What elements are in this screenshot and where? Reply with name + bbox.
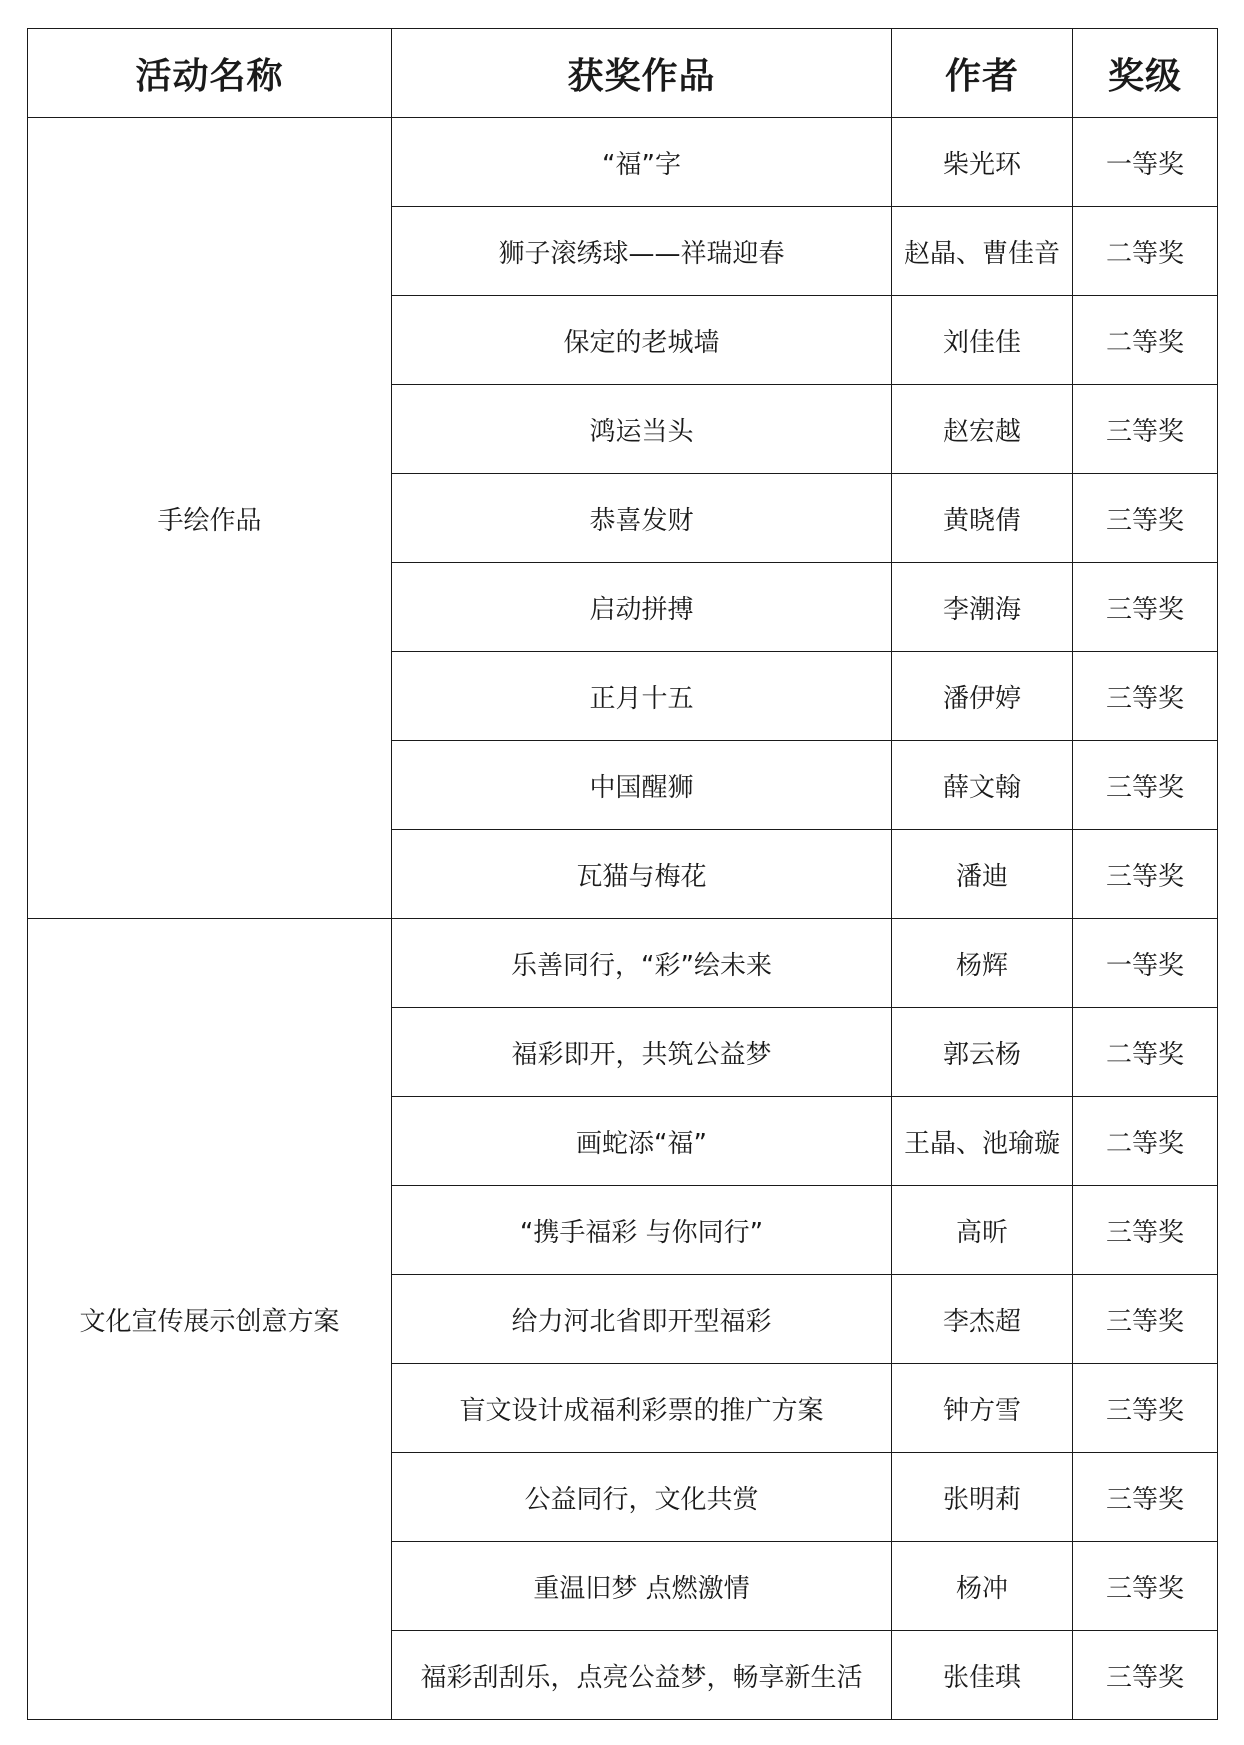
work-cell: 恭喜发财 [392, 474, 892, 563]
award-cell: 三等奖 [1073, 1542, 1218, 1631]
work-cell: 瓦猫与梅花 [392, 830, 892, 919]
award-cell: 一等奖 [1073, 919, 1218, 1008]
table-row [28, 118, 1218, 207]
author-cell: 王晶、池瑜璇 [892, 1097, 1073, 1186]
work-cell: 画蛇添“福” [392, 1097, 892, 1186]
author-cell: 李杰超 [892, 1275, 1073, 1364]
work-cell: 福彩即开，共筑公益梦 [392, 1008, 892, 1097]
author-cell: 郭云杨 [892, 1008, 1073, 1097]
author-cell: 潘伊婷 [892, 652, 1073, 741]
award-cell: 二等奖 [1073, 296, 1218, 385]
work-cell: 正月十五 [392, 652, 892, 741]
award-cell: 三等奖 [1073, 1453, 1218, 1542]
author-cell: 杨辉 [892, 919, 1073, 1008]
work-cell: 给力河北省即开型福彩 [392, 1275, 892, 1364]
award-cell: 三等奖 [1073, 474, 1218, 563]
header-work: 获奖作品 [392, 29, 892, 118]
author-cell: 刘佳佳 [892, 296, 1073, 385]
activity-cell: 手绘作品 [28, 118, 392, 919]
header-award: 奖级 [1073, 29, 1218, 118]
activity-cell: 文化宣传展示创意方案 [28, 919, 392, 1720]
work-cell: 盲文设计成福利彩票的推广方案 [392, 1364, 892, 1453]
work-cell: 公益同行，文化共赏 [392, 1453, 892, 1542]
author-cell: 赵晶、曹佳音 [892, 207, 1073, 296]
award-cell: 二等奖 [1073, 207, 1218, 296]
awards-table [27, 28, 1218, 1720]
header-author: 作者 [892, 29, 1073, 118]
header-activity: 活动名称 [28, 29, 392, 118]
work-cell: 乐善同行，“彩”绘未来 [392, 919, 892, 1008]
author-cell: 潘迪 [892, 830, 1073, 919]
author-cell: 张明莉 [892, 1453, 1073, 1542]
award-cell: 二等奖 [1073, 1008, 1218, 1097]
work-cell: 鸿运当头 [392, 385, 892, 474]
work-cell: “福”字 [392, 118, 892, 207]
header-row [28, 29, 1218, 118]
work-cell: 保定的老城墙 [392, 296, 892, 385]
work-cell: 重温旧梦 点燃激情 [392, 1542, 892, 1631]
author-cell: 李潮海 [892, 563, 1073, 652]
award-cell: 三等奖 [1073, 1631, 1218, 1720]
award-cell: 二等奖 [1073, 1097, 1218, 1186]
work-cell: 启动拼搏 [392, 563, 892, 652]
award-cell: 三等奖 [1073, 830, 1218, 919]
author-cell: 薛文翰 [892, 741, 1073, 830]
author-cell: 钟方雪 [892, 1364, 1073, 1453]
author-cell: 张佳琪 [892, 1631, 1073, 1720]
award-cell: 三等奖 [1073, 385, 1218, 474]
award-cell: 三等奖 [1073, 1275, 1218, 1364]
work-cell: 中国醒狮 [392, 741, 892, 830]
work-cell: 福彩刮刮乐，点亮公益梦，畅享新生活 [392, 1631, 892, 1720]
table-row [28, 919, 1218, 1008]
author-cell: 赵宏越 [892, 385, 1073, 474]
award-cell: 三等奖 [1073, 1364, 1218, 1453]
author-cell: 黄晓倩 [892, 474, 1073, 563]
table-body [28, 118, 1218, 1720]
award-cell: 三等奖 [1073, 563, 1218, 652]
author-cell: 杨冲 [892, 1542, 1073, 1631]
award-cell: 三等奖 [1073, 1186, 1218, 1275]
author-cell: 高昕 [892, 1186, 1073, 1275]
award-cell: 一等奖 [1073, 118, 1218, 207]
award-cell: 三等奖 [1073, 741, 1218, 830]
work-cell: 狮子滚绣球——祥瑞迎春 [392, 207, 892, 296]
author-cell: 柴光环 [892, 118, 1073, 207]
work-cell: “携手福彩 与你同行” [392, 1186, 892, 1275]
award-cell: 三等奖 [1073, 652, 1218, 741]
